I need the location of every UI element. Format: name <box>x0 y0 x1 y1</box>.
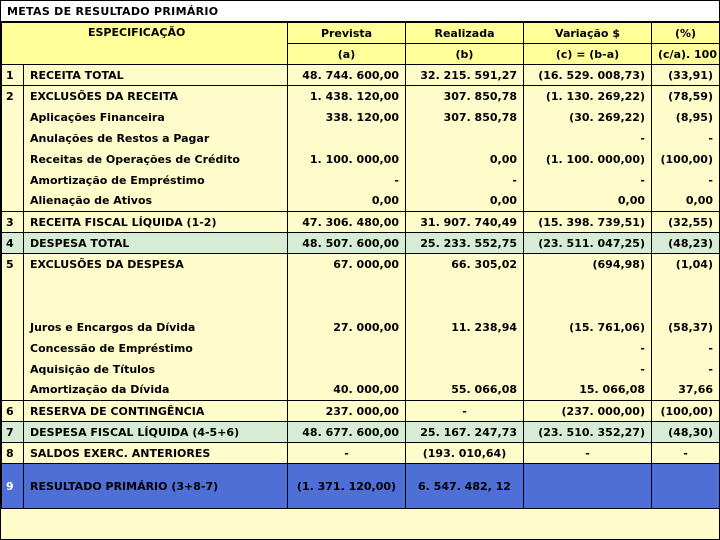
row-number: 1 <box>2 65 24 86</box>
prevista-value: 48. 744. 600,00 <box>288 65 406 86</box>
prevista-value: 67. 000,00 <box>288 254 406 317</box>
header-variacao: Variação $ <box>524 23 652 44</box>
row-description: Aquisição de Títulos <box>24 359 288 380</box>
realizada-value: 66. 305,02 <box>406 254 524 317</box>
prevista-value: 27. 000,00 <box>288 317 406 338</box>
row-number <box>2 338 24 359</box>
variacao-value: (15. 398. 739,51) <box>524 212 652 233</box>
row-description: DESPESA TOTAL <box>24 233 288 254</box>
row-description: EXCLUSÕES DA RECEITA <box>24 86 288 107</box>
realizada-value: 307. 850,78 <box>406 86 524 107</box>
row-description: Juros e Encargos da Dívida <box>24 317 288 338</box>
row-number <box>2 380 24 401</box>
realizada-value: 307. 850,78 <box>406 107 524 128</box>
row-description: Aplicações Financeira <box>24 107 288 128</box>
header-prevista: Prevista <box>288 23 406 44</box>
variacao-value: (694,98) <box>524 254 652 317</box>
prevista-value: 48. 507. 600,00 <box>288 233 406 254</box>
table-row <box>2 86 720 107</box>
variacao-value: - <box>524 359 652 380</box>
realizada-value: - <box>406 401 524 422</box>
prevista-value: 237. 000,00 <box>288 401 406 422</box>
row-description: Anulações de Restos a Pagar <box>24 128 288 149</box>
percent-value: (1,04) <box>652 254 720 317</box>
row-number: 2 <box>2 86 24 107</box>
table-row <box>2 422 720 443</box>
row-number <box>2 149 24 170</box>
variacao-value: (16. 529. 008,73) <box>524 65 652 86</box>
table-row <box>2 149 720 170</box>
header-specification: ESPECIFICAÇÃO <box>2 23 288 65</box>
table-row <box>2 254 720 317</box>
percent-value <box>652 464 720 509</box>
variacao-value: 0,00 <box>524 191 652 212</box>
realizada-value: 0,00 <box>406 149 524 170</box>
percent-value: 37,66 <box>652 380 720 401</box>
percent-value: (33,91) <box>652 65 720 86</box>
row-description: RECEITA TOTAL <box>24 65 288 86</box>
row-description: Receitas de Operações de Crédito <box>24 149 288 170</box>
realizada-value: 55. 066,08 <box>406 380 524 401</box>
row-description: Amortização de Empréstimo <box>24 170 288 191</box>
realizada-value <box>406 128 524 149</box>
prevista-value: 0,00 <box>288 191 406 212</box>
variacao-value: - <box>524 128 652 149</box>
row-number <box>2 128 24 149</box>
prevista-value: - <box>288 443 406 464</box>
realizada-value: 32. 215. 591,27 <box>406 65 524 86</box>
header-realizada-sub: (b) <box>406 44 524 65</box>
percent-value: - <box>652 128 720 149</box>
percent-value: (78,59) <box>652 86 720 107</box>
row-description: RESERVA DE CONTINGÊNCIA <box>24 401 288 422</box>
row-description: DESPESA FISCAL LÍQUIDA (4-5+6) <box>24 422 288 443</box>
header-percent-sub: (c/a). 100 <box>652 44 720 65</box>
variacao-value: (1. 100. 000,00) <box>524 149 652 170</box>
realizada-value: - <box>406 170 524 191</box>
percent-value: (100,00) <box>652 149 720 170</box>
table-row <box>2 338 720 359</box>
row-description: EXCLUSÕES DA DESPESA <box>24 254 288 317</box>
realizada-value: 0,00 <box>406 191 524 212</box>
row-number <box>2 359 24 380</box>
percent-value: - <box>652 443 720 464</box>
prevista-value: 338. 120,00 <box>288 107 406 128</box>
row-description: SALDOS EXERC. ANTERIORES <box>24 443 288 464</box>
table-row <box>2 212 720 233</box>
prevista-value: (1. 371. 120,00) <box>288 464 406 509</box>
percent-value: (32,55) <box>652 212 720 233</box>
header-variacao-sub: (c) = (b-a) <box>524 44 652 65</box>
prevista-value <box>288 359 406 380</box>
table-row <box>2 107 720 128</box>
table-row <box>2 401 720 422</box>
variacao-value: (30. 269,22) <box>524 107 652 128</box>
percent-value: - <box>652 170 720 191</box>
variacao-value: (23. 510. 352,27) <box>524 422 652 443</box>
variacao-value: (237. 000,00) <box>524 401 652 422</box>
percent-value: (48,23) <box>652 233 720 254</box>
row-number: 5 <box>2 254 24 317</box>
row-number: 7 <box>2 422 24 443</box>
row-number: 8 <box>2 443 24 464</box>
realizada-value: 11. 238,94 <box>406 317 524 338</box>
realizada-value: 25. 167. 247,73 <box>406 422 524 443</box>
realizada-value: 6. 547. 482, 12 <box>406 464 524 509</box>
table-row <box>2 380 720 401</box>
prevista-value: 40. 000,00 <box>288 380 406 401</box>
row-number <box>2 170 24 191</box>
percent-value: - <box>652 338 720 359</box>
table-row <box>2 359 720 380</box>
row-number: 4 <box>2 233 24 254</box>
row-number <box>2 317 24 338</box>
percent-value: (58,37) <box>652 317 720 338</box>
header-row <box>2 23 720 44</box>
variacao-value: (15. 761,06) <box>524 317 652 338</box>
header-percent: (%) <box>652 23 720 44</box>
percent-value: (100,00) <box>652 401 720 422</box>
prevista-value: 1. 100. 000,00 <box>288 149 406 170</box>
row-number <box>2 107 24 128</box>
prevista-value: 48. 677. 600,00 <box>288 422 406 443</box>
variacao-value: (23. 511. 047,25) <box>524 233 652 254</box>
table-row <box>2 191 720 212</box>
report-title: METAS DE RESULTADO PRIMÁRIO <box>1 1 719 22</box>
variacao-value: - <box>524 443 652 464</box>
variacao-value: 15. 066,08 <box>524 380 652 401</box>
realizada-value: (193. 010,64) <box>406 443 524 464</box>
table-row <box>2 128 720 149</box>
table-row <box>2 233 720 254</box>
realizada-value <box>406 338 524 359</box>
row-description: Amortização da Dívida <box>24 380 288 401</box>
table-row <box>2 170 720 191</box>
results-table <box>1 22 720 509</box>
percent-value: - <box>652 359 720 380</box>
row-number: 9 <box>2 464 24 509</box>
row-description: RESULTADO PRIMÁRIO (3+8-7) <box>24 464 288 509</box>
row-number: 3 <box>2 212 24 233</box>
table-row <box>2 443 720 464</box>
percent-value: (8,95) <box>652 107 720 128</box>
prevista-value <box>288 338 406 359</box>
table-row <box>2 65 720 86</box>
percent-value: (48,30) <box>652 422 720 443</box>
prevista-value <box>288 128 406 149</box>
row-number <box>2 191 24 212</box>
variacao-value: - <box>524 338 652 359</box>
row-description: RECEITA FISCAL LÍQUIDA (1-2) <box>24 212 288 233</box>
header-realizada: Realizada <box>406 23 524 44</box>
variacao-value: - <box>524 170 652 191</box>
realizada-value <box>406 359 524 380</box>
prevista-value: 47. 306. 480,00 <box>288 212 406 233</box>
percent-value: 0,00 <box>652 191 720 212</box>
realizada-value: 25. 233. 552,75 <box>406 233 524 254</box>
variacao-value: (1. 130. 269,22) <box>524 86 652 107</box>
variacao-value <box>524 464 652 509</box>
realizada-value: 31. 907. 740,49 <box>406 212 524 233</box>
prevista-value: 1. 438. 120,00 <box>288 86 406 107</box>
row-number: 6 <box>2 401 24 422</box>
header-prevista-sub: (a) <box>288 44 406 65</box>
table-row <box>2 317 720 338</box>
prevista-value: - <box>288 170 406 191</box>
table-row <box>2 464 720 509</box>
row-description: Concessão de Empréstimo <box>24 338 288 359</box>
row-description: Alienação de Ativos <box>24 191 288 212</box>
